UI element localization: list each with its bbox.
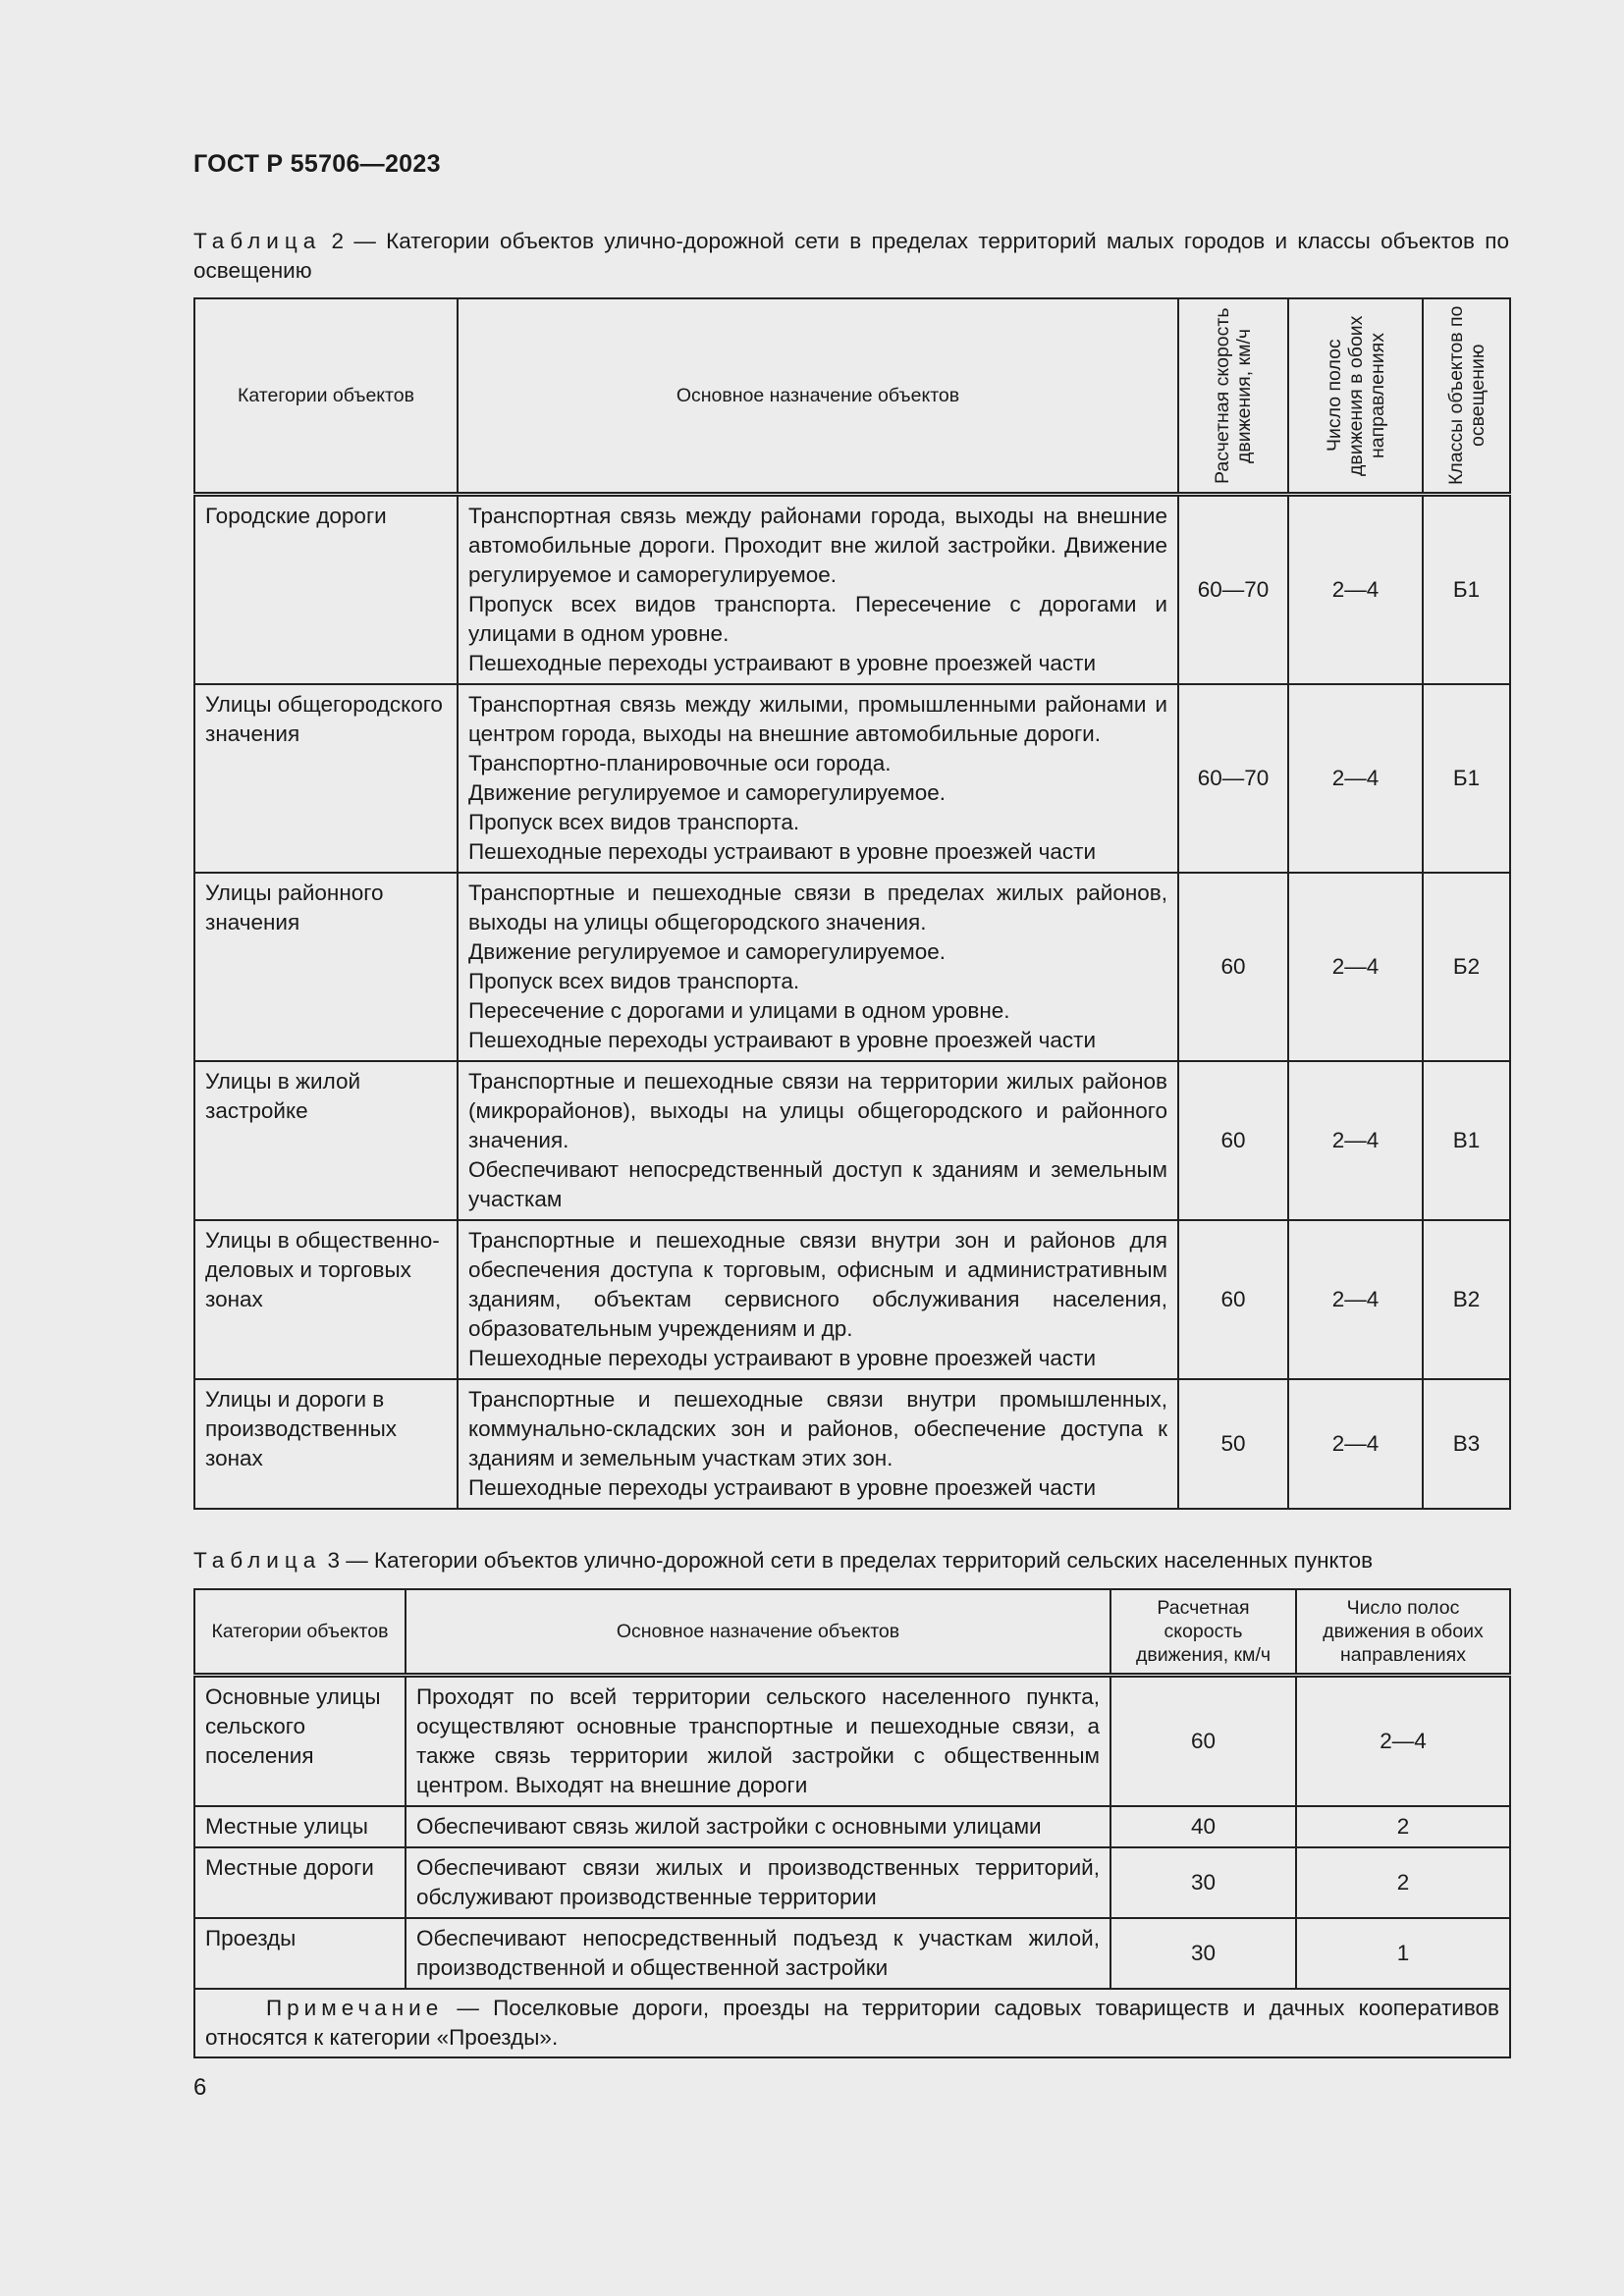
t2-lighting-cell: В2 xyxy=(1423,1220,1510,1379)
t3-note-label: Примечание xyxy=(266,1996,444,2020)
table-row xyxy=(194,1806,1510,1847)
table2-caption xyxy=(193,227,1509,286)
t3-purpose-cell: Проходят по всей территории сельского населенного пункта, осуществляют основные транспортные и пешеходные связи, а также связь территории жилой застройки с общественным центром. Выходят на внешние дороги xyxy=(406,1676,1110,1807)
t2-purpose-cell: Транспортные и пешеходные связи на территории жилых районов (микрорайонов), выходы на улицы общегородского и районного значения. Обеспечивают непосредственный доступ к зданиям и земельным участкам xyxy=(458,1061,1178,1220)
t3-purpose-cell: Обеспечивают связи жилых и производственных территорий, обслуживают производственные территории xyxy=(406,1847,1110,1918)
t2-category-cell: Улицы в жилой застройке xyxy=(194,1061,458,1220)
t3-speed-cell: 40 xyxy=(1110,1806,1296,1847)
table3 xyxy=(193,1588,1511,2058)
t3-speed-cell: 60 xyxy=(1110,1676,1296,1807)
t3-purpose-cell: Обеспечивают связь жилой застройки с основными улицами xyxy=(406,1806,1110,1847)
t2-category-cell: Улицы общегородского значения xyxy=(194,684,458,873)
t2-lighting-cell: В3 xyxy=(1423,1379,1510,1509)
document-id: ГОСТ Р 55706—2023 xyxy=(193,150,441,178)
t2-lanes-cell: 2—4 xyxy=(1288,684,1423,873)
t3-header-category: Категории объектов xyxy=(194,1589,406,1676)
t2-lanes-cell: 2—4 xyxy=(1288,873,1423,1061)
t2-lighting-cell: Б1 xyxy=(1423,495,1510,685)
t2-header-category: Категории объектов xyxy=(194,298,458,495)
t3-category-cell: Местные дороги xyxy=(194,1847,406,1918)
t3-speed-cell: 30 xyxy=(1110,1847,1296,1918)
t2-speed-cell: 60—70 xyxy=(1178,684,1288,873)
table-row xyxy=(194,1918,1510,1989)
table2 xyxy=(193,297,1511,1510)
t2-header-speed: Расчетная скорость движения, км/ч xyxy=(1212,307,1255,484)
t3-note xyxy=(194,1989,1510,2057)
t2-lighting-cell: Б2 xyxy=(1423,873,1510,1061)
t2-header-purpose: Основное назначение объектов xyxy=(458,298,1178,495)
table3-caption-text: 3 — Категории объектов улично-дорожной сети в пределах территорий сельских населенных пунктов xyxy=(321,1548,1374,1573)
t3-note-text: — Поселковые дороги, проезды на территории садовых товариществ и дачных кооперативов относятся к категории «Проезды». xyxy=(205,1996,1499,2050)
table3-caption-label: Таблица xyxy=(193,1548,322,1573)
t2-speed-cell: 60 xyxy=(1178,873,1288,1061)
t2-speed-cell: 60—70 xyxy=(1178,495,1288,685)
table-row xyxy=(194,1676,1510,1807)
table-row xyxy=(194,1061,1510,1220)
t3-category-cell: Проезды xyxy=(194,1918,406,1989)
t3-lanes-cell: 1 xyxy=(1296,1918,1510,1989)
t3-lanes-cell: 2 xyxy=(1296,1847,1510,1918)
t2-speed-cell: 50 xyxy=(1178,1379,1288,1509)
t2-purpose-cell: Транспортные и пешеходные связи в пределах жилых районов, выходы на улицы общегородского значения. Движение регулируемое и саморегулируемое. Пропуск всех видов транспорта. Пересечение с дорогами и улицами в одном уровне. Пешеходные переходы устраивают в уровне проезжей части xyxy=(458,873,1178,1061)
t3-header-purpose: Основное назначение объектов xyxy=(406,1589,1110,1676)
t3-category-cell: Местные улицы xyxy=(194,1806,406,1847)
table-row xyxy=(194,873,1510,1061)
t3-header-speed: Расчетная скорость движения, км/ч xyxy=(1110,1589,1296,1676)
table-row xyxy=(194,1847,1510,1918)
t2-purpose-cell: Транспортная связь между жилыми, промышленными районами и центром города, выходы на внешние автомобильные дороги. Транспортно-планировочные оси города. Движение регулируемое и саморегулируемое. Пропуск всех видов транспорта. Пешеходные переходы устраивают в уровне проезжей части xyxy=(458,684,1178,873)
t2-speed-cell: 60 xyxy=(1178,1061,1288,1220)
page-number: 6 xyxy=(193,2074,207,2101)
t2-lighting-cell: В1 xyxy=(1423,1061,1510,1220)
t2-category-cell: Городские дороги xyxy=(194,495,458,685)
t3-category-cell: Основные улицы сельского поселения xyxy=(194,1676,406,1807)
table2-caption-label: Таблица xyxy=(193,229,322,253)
t3-purpose-cell: Обеспечивают непосредственный подъезд к участкам жилой, производственной и общественной застройки xyxy=(406,1918,1110,1989)
t2-lighting-cell: Б1 xyxy=(1423,684,1510,873)
t2-speed-cell: 60 xyxy=(1178,1220,1288,1379)
t2-purpose-cell: Транспортная связь между районами города, выходы на внешние автомобильные дороги. Проходит вне жилой застройки. Движение регулируемое и саморегулируемое. Пропуск всех видов транспорта. Пересечение с дорогами и улицами в одном уровне. Пешеходные переходы устраивают в уровне проезжей части xyxy=(458,495,1178,685)
table-row xyxy=(194,1220,1510,1379)
t3-lanes-cell: 2 xyxy=(1296,1806,1510,1847)
table-row xyxy=(194,495,1510,685)
t2-purpose-cell: Транспортные и пешеходные связи внутри промышленных, коммунально-складских зон и районов, обеспечение доступа к зданиям и земельным участкам этих зон. Пешеходные переходы устраивают в уровне проезжей части xyxy=(458,1379,1178,1509)
t2-lanes-cell: 2—4 xyxy=(1288,495,1423,685)
t2-lanes-cell: 2—4 xyxy=(1288,1379,1423,1509)
t2-header-lanes: Число полос движения в обоих направлениях xyxy=(1323,315,1388,476)
table2-caption-text: 2 — Категории объектов улично-дорожной сети в пределах территорий малых городов и классы объектов по освещению xyxy=(193,229,1509,283)
t2-header-lighting: Классы объектов по освещению xyxy=(1444,305,1489,486)
t3-speed-cell: 30 xyxy=(1110,1918,1296,1989)
table-row xyxy=(194,1379,1510,1509)
table3-caption xyxy=(193,1546,1509,1575)
t2-category-cell: Улицы районного значения xyxy=(194,873,458,1061)
t3-header-lanes: Число полос движения в обоих направлениях xyxy=(1296,1589,1510,1676)
t2-category-cell: Улицы и дороги в производственных зонах xyxy=(194,1379,458,1509)
table-row xyxy=(194,684,1510,873)
t2-lanes-cell: 2—4 xyxy=(1288,1061,1423,1220)
t3-lanes-cell: 2—4 xyxy=(1296,1676,1510,1807)
t2-category-cell: Улицы в общественно-деловых и торговых зонах xyxy=(194,1220,458,1379)
t2-lanes-cell: 2—4 xyxy=(1288,1220,1423,1379)
t2-purpose-cell: Транспортные и пешеходные связи внутри зон и районов для обеспечения доступа к торговым, офисным и административным зданиям, объектам сервисного обслуживания населения, образовательным учреждениям и др. Пешеходные переходы устраивают в уровне проезжей части xyxy=(458,1220,1178,1379)
